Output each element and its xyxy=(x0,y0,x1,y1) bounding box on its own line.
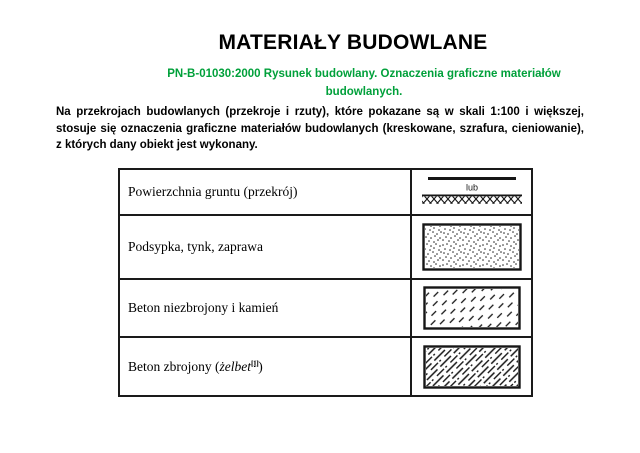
material-label: Beton zbrojony (żelbet[1]) xyxy=(128,358,263,374)
table-row xyxy=(119,215,532,279)
footnote-reference-link[interactable]: [1] xyxy=(250,358,259,367)
material-label: Powierzchnia gruntu (przekrój) xyxy=(128,184,298,199)
intro-paragraph: Na przekrojach budowlanych (przekroje i rzuty), które pokazane są w skali 1:100 i większej, stosuje się oznaczenia graficzne materiałów budowlanych (kreskowane, szrafura, cieniowanie), z których dany obiekt jest wykonany. xyxy=(56,106,584,152)
material-symbol-cell xyxy=(411,279,532,337)
material-label-cell xyxy=(119,215,411,279)
material-label-cell xyxy=(119,169,411,215)
page-title: MATERIAŁY BUDOWLANE xyxy=(218,31,488,54)
dense-diagonal-hatch-symbol-icon xyxy=(423,345,521,389)
material-label-italic: żelbet xyxy=(219,358,251,374)
table-row xyxy=(119,169,532,215)
material-label-cell xyxy=(119,337,411,396)
material-symbol-cell xyxy=(411,169,532,215)
material-label: Beton niezbrojony i kamień xyxy=(128,300,279,315)
table-row xyxy=(119,279,532,337)
table-row xyxy=(119,337,532,396)
material-symbol-cell xyxy=(411,337,532,396)
material-label: Podsypka, tynk, zaprawa xyxy=(128,239,263,254)
material-symbol-cell xyxy=(411,215,532,279)
materials-table xyxy=(118,168,533,397)
material-label-cell xyxy=(119,279,411,337)
lub-label: lub xyxy=(465,182,478,193)
sparse-diagonal-hatch-symbol-icon xyxy=(423,286,521,330)
stipple-pattern-symbol-icon xyxy=(422,223,522,271)
ground-surface-symbol-icon xyxy=(420,175,524,209)
standard-reference: PN-B-01030:2000 Rysunek budowlany. Oznaczenia graficzne materiałów budowlanych. xyxy=(167,68,561,98)
